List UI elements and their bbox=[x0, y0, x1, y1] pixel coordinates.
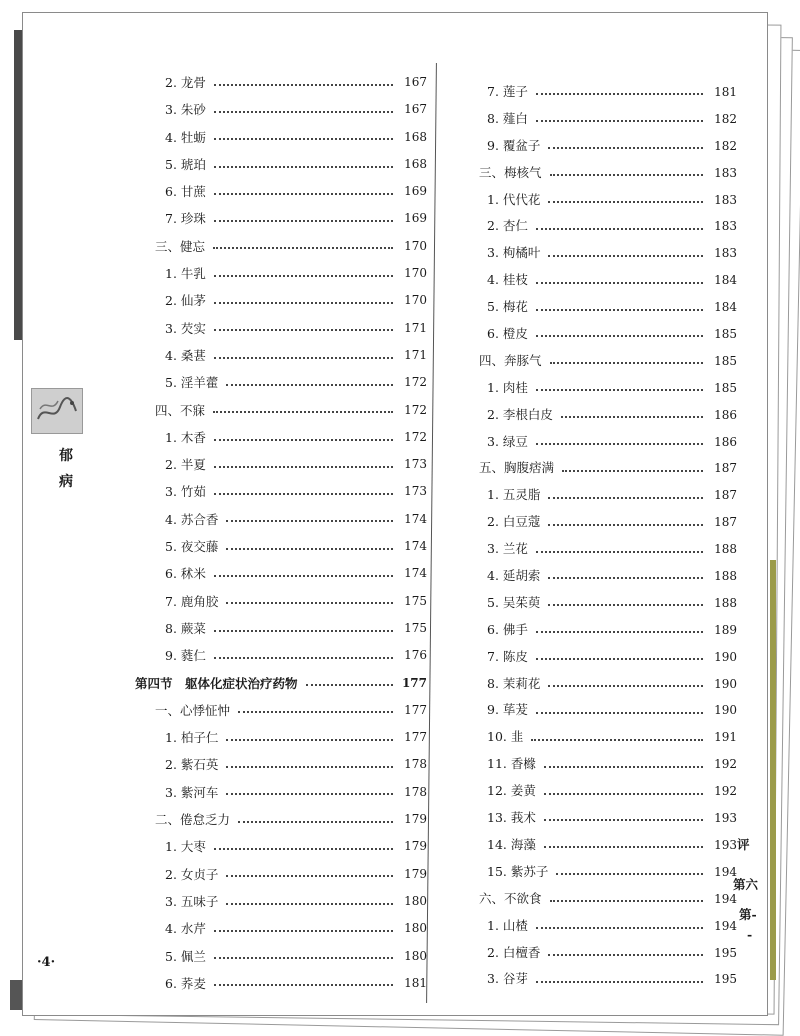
toc-entry bbox=[127, 424, 427, 451]
toc-entry-page: 177 bbox=[401, 675, 427, 690]
toc-entry-label: 4. 水芹 bbox=[165, 921, 206, 937]
toc-entry bbox=[127, 178, 427, 205]
dot-leader bbox=[536, 658, 703, 660]
toc-entry-label: 11. 香橼 bbox=[487, 756, 536, 772]
toc-entry-page: 192 bbox=[714, 784, 737, 799]
dot-leader bbox=[550, 900, 703, 902]
page-number: ·4· bbox=[37, 955, 56, 970]
dot-leader bbox=[531, 739, 703, 741]
toc-entry-page: 182 bbox=[714, 138, 737, 153]
dot-leader bbox=[214, 302, 393, 304]
dot-leader bbox=[214, 166, 393, 168]
toc-entry-label: 6. 甘蔗 bbox=[165, 184, 206, 200]
dot-leader bbox=[213, 411, 393, 413]
toc-entry-label: 一、心悸怔忡 bbox=[155, 702, 231, 718]
toc-entry bbox=[441, 267, 737, 294]
toc-entry-label: 三、梅核气 bbox=[479, 164, 542, 180]
toc-entry bbox=[441, 913, 737, 940]
dot-leader bbox=[214, 848, 393, 850]
toc-entry bbox=[441, 805, 737, 832]
toc-entry-page: 178 bbox=[404, 757, 427, 772]
toc-entry-page: 192 bbox=[714, 757, 737, 772]
toc-entry-label: 9. 荜茇 bbox=[487, 702, 528, 718]
toc-entry bbox=[127, 697, 427, 724]
dot-leader bbox=[214, 138, 393, 140]
toc-entry bbox=[441, 966, 737, 993]
toc-entry-page: 185 bbox=[714, 327, 737, 342]
toc-entry-label: 六、不欲食 bbox=[479, 890, 542, 906]
toc-entry-label: 1. 木香 bbox=[165, 429, 206, 445]
dot-leader bbox=[214, 957, 393, 959]
toc-entry-page: 170 bbox=[404, 293, 427, 308]
toc-entry-label: 7. 珍珠 bbox=[165, 211, 206, 227]
toc-entry-label: 14. 海藻 bbox=[487, 836, 536, 852]
toc-entry-label: 2. 半夏 bbox=[165, 457, 206, 473]
toc-entry-label: 四、奔豚气 bbox=[479, 352, 542, 368]
dot-leader bbox=[238, 821, 393, 823]
toc-entry-page: 174 bbox=[404, 539, 427, 554]
toc-entry-label: 5. 梅花 bbox=[487, 299, 528, 315]
toc-entry bbox=[441, 617, 737, 644]
toc-entry bbox=[127, 451, 427, 478]
dot-leader bbox=[226, 793, 393, 795]
toc-entry bbox=[127, 751, 427, 778]
toc-entry bbox=[127, 888, 427, 915]
dot-leader bbox=[226, 384, 393, 386]
toc-entry-label: 3. 竹茹 bbox=[165, 484, 206, 500]
dot-leader bbox=[536, 309, 703, 311]
toc-entry-page: 170 bbox=[404, 238, 427, 253]
toc-entry-page: 194 bbox=[714, 918, 737, 933]
toc-entry-page: 169 bbox=[404, 211, 427, 226]
toc-entry bbox=[127, 588, 427, 615]
toc-entry-label: 6. 秫米 bbox=[165, 566, 206, 582]
right-margin-text-4: - bbox=[747, 927, 753, 942]
toc-entry bbox=[441, 455, 737, 482]
toc-entry-page: 179 bbox=[404, 866, 427, 881]
toc-entry-label: 2. 女贞子 bbox=[165, 866, 219, 882]
toc-entry bbox=[441, 859, 737, 886]
toc-entry-label: 10. 韭 bbox=[487, 729, 524, 745]
toc-entry-page: 185 bbox=[714, 380, 737, 395]
toc-entry-label: 6. 佛手 bbox=[487, 621, 528, 637]
toc-entry-page: 188 bbox=[714, 542, 737, 557]
toc-entry-page: 170 bbox=[404, 266, 427, 281]
toc-entry bbox=[127, 369, 427, 396]
toc-entry-label: 1. 柏子仁 bbox=[165, 730, 219, 746]
dot-leader bbox=[536, 712, 703, 714]
toc-entry-label: 7. 鹿角胶 bbox=[165, 593, 219, 609]
toc-entry bbox=[441, 563, 737, 590]
dot-leader bbox=[214, 930, 393, 932]
toc-entry-label: 2. 李根白皮 bbox=[487, 406, 553, 422]
toc-entry bbox=[441, 240, 737, 267]
toc-entry-label: 2. 杏仁 bbox=[487, 218, 528, 234]
toc-entry bbox=[127, 943, 427, 970]
toc-entry-label: 6. 荞麦 bbox=[165, 975, 206, 991]
toc-left-column bbox=[127, 69, 427, 997]
toc-entry-label: 2. 白豆蔻 bbox=[487, 514, 541, 530]
toc-entry bbox=[127, 533, 427, 560]
dot-leader bbox=[536, 335, 703, 337]
toc-entry-page: 188 bbox=[714, 569, 737, 584]
toc-entry-label: 1. 大枣 bbox=[165, 839, 206, 855]
toc-entry bbox=[441, 644, 737, 671]
toc-entry bbox=[127, 124, 427, 151]
dot-leader bbox=[562, 470, 703, 472]
dot-leader bbox=[214, 466, 393, 468]
margin-char-bing: 病 bbox=[59, 474, 73, 490]
toc-entry bbox=[441, 509, 737, 536]
dot-leader bbox=[548, 577, 703, 579]
toc-entry-page: 173 bbox=[404, 484, 427, 499]
toc-entry-page: 190 bbox=[714, 676, 737, 691]
toc-entry bbox=[441, 832, 737, 859]
toc-entry-page: 183 bbox=[714, 192, 737, 207]
toc-entry-page: 187 bbox=[714, 515, 737, 530]
toc-entry-page: 191 bbox=[714, 730, 737, 745]
toc-entry-page: 177 bbox=[404, 702, 427, 717]
toc-entry-page: 180 bbox=[404, 893, 427, 908]
toc-entry-label: 8. 薤白 bbox=[487, 110, 528, 126]
toc-entry-label: 五、胸腹痞满 bbox=[479, 460, 555, 476]
toc-entry-page: 174 bbox=[404, 511, 427, 526]
toc-entry-page: 167 bbox=[404, 75, 427, 89]
toc-entry-page: 169 bbox=[404, 184, 427, 199]
toc-entry bbox=[441, 886, 737, 913]
toc-entry-label: 5. 淫羊藿 bbox=[165, 375, 219, 391]
toc-entry bbox=[127, 96, 427, 123]
toc-entry-page: 194 bbox=[714, 864, 737, 879]
toc-entry bbox=[441, 671, 737, 698]
toc-entry-page: 193 bbox=[714, 811, 737, 826]
toc-page bbox=[22, 12, 768, 1016]
toc-entry-label: 第四节 躯体化症状治疗药物 bbox=[135, 675, 298, 691]
toc-entry-label: 8. 茉莉花 bbox=[487, 675, 541, 691]
toc-entry bbox=[441, 778, 737, 805]
dot-leader bbox=[550, 362, 703, 364]
toc-entry-label: 12. 姜黄 bbox=[487, 783, 536, 799]
toc-entry bbox=[441, 751, 737, 778]
toc-entry-label: 9. 蕤仁 bbox=[165, 648, 206, 664]
dot-leader bbox=[226, 520, 393, 522]
toc-entry-label: 4. 桑葚 bbox=[165, 347, 206, 363]
dot-leader bbox=[214, 575, 393, 577]
toc-entry bbox=[127, 151, 427, 178]
toc-entry-label: 7. 陈皮 bbox=[487, 648, 528, 664]
dot-leader bbox=[536, 282, 703, 284]
toc-entry-page: 190 bbox=[714, 649, 737, 664]
toc-entry-page: 181 bbox=[714, 85, 737, 99]
toc-entry bbox=[441, 402, 737, 429]
dot-leader bbox=[548, 524, 703, 526]
toc-entry-label: 3. 枸橘叶 bbox=[487, 245, 541, 261]
toc-entry-label: 四、不寐 bbox=[155, 402, 206, 418]
toc-entry bbox=[441, 375, 737, 402]
dot-leader bbox=[226, 903, 393, 905]
toc-entry-label: 2. 紫石英 bbox=[165, 757, 219, 773]
toc-entry-label: 1. 五灵脂 bbox=[487, 487, 541, 503]
toc-entry-label: 1. 牛乳 bbox=[165, 266, 206, 282]
dot-leader bbox=[214, 657, 393, 659]
toc-entry-label: 3. 五味子 bbox=[165, 893, 219, 909]
toc-entry-label: 3. 兰花 bbox=[487, 541, 528, 557]
dot-leader bbox=[214, 193, 393, 195]
dot-leader bbox=[548, 954, 703, 956]
toc-entry bbox=[441, 724, 737, 751]
toc-entry-page: 171 bbox=[404, 320, 427, 335]
toc-entry-label: 6. 橙皮 bbox=[487, 326, 528, 342]
dot-leader bbox=[548, 604, 703, 606]
toc-entry-page: 190 bbox=[714, 703, 737, 718]
toc-entry bbox=[441, 348, 737, 375]
page-edge-stripe bbox=[770, 560, 776, 980]
toc-entry-page: 184 bbox=[714, 273, 737, 288]
dot-leader bbox=[556, 873, 703, 875]
toc-entry-page: 187 bbox=[714, 461, 737, 476]
toc-entry-page: 172 bbox=[404, 402, 427, 417]
toc-entry-page: 195 bbox=[714, 945, 737, 960]
dot-leader bbox=[214, 357, 393, 359]
dot-leader bbox=[548, 147, 703, 149]
dot-leader bbox=[214, 275, 393, 277]
dot-leader bbox=[214, 84, 393, 86]
toc-entry bbox=[127, 397, 427, 424]
dot-leader bbox=[536, 93, 703, 95]
toc-entry bbox=[127, 806, 427, 833]
dot-leader bbox=[544, 846, 703, 848]
dot-leader bbox=[226, 875, 393, 877]
toc-entry bbox=[127, 833, 427, 860]
toc-entry-label: 8. 蕨菜 bbox=[165, 620, 206, 636]
dot-leader bbox=[544, 766, 703, 768]
toc-entry bbox=[441, 294, 737, 321]
toc-entry bbox=[127, 260, 427, 287]
toc-entry-page: 189 bbox=[714, 622, 737, 637]
dot-leader bbox=[548, 685, 703, 687]
toc-entry-page: 182 bbox=[714, 111, 737, 126]
dot-leader bbox=[214, 984, 393, 986]
dot-leader bbox=[214, 111, 393, 113]
toc-entry-page: 177 bbox=[404, 730, 427, 745]
toc-entry-label: 3. 朱砂 bbox=[165, 102, 206, 118]
toc-entry-page: 194 bbox=[714, 891, 737, 906]
dot-leader bbox=[550, 174, 703, 176]
toc-entry bbox=[127, 506, 427, 533]
toc-entry-label: 15. 紫苏子 bbox=[487, 863, 549, 879]
toc-entry bbox=[127, 915, 427, 942]
margin-char-yu: 郁 bbox=[59, 448, 73, 464]
dot-leader bbox=[226, 548, 393, 550]
toc-entry-page: 167 bbox=[404, 102, 427, 117]
right-margin-text-1: 评 bbox=[737, 837, 750, 852]
toc-entry-page: 174 bbox=[404, 566, 427, 581]
toc-entry-label: 5. 吴茱萸 bbox=[487, 594, 541, 610]
toc-entry-page: 186 bbox=[714, 407, 737, 422]
dot-leader bbox=[226, 766, 393, 768]
dot-leader bbox=[536, 443, 703, 445]
toc-entry bbox=[441, 482, 737, 509]
dot-leader bbox=[213, 247, 393, 249]
toc-entry-label: 2. 仙茅 bbox=[165, 293, 206, 309]
dot-leader bbox=[306, 684, 393, 686]
toc-entry-page: 188 bbox=[714, 595, 737, 610]
dot-leader bbox=[548, 497, 703, 499]
dot-leader bbox=[226, 739, 393, 741]
toc-entry bbox=[127, 233, 427, 260]
toc-entry bbox=[127, 861, 427, 888]
right-margin-text-3: 第- bbox=[739, 907, 757, 922]
toc-entry bbox=[441, 213, 737, 240]
dot-leader bbox=[548, 255, 703, 257]
dot-leader bbox=[214, 630, 393, 632]
dot-leader bbox=[544, 793, 703, 795]
toc-entry-label: 5. 琥珀 bbox=[165, 156, 206, 172]
toc-entry bbox=[441, 187, 737, 214]
toc-entry bbox=[127, 779, 427, 806]
toc-entry-label: 9. 覆盆子 bbox=[487, 137, 541, 153]
dragon-emblem-icon bbox=[32, 389, 82, 433]
toc-entry bbox=[441, 321, 737, 348]
dot-leader bbox=[226, 602, 393, 604]
toc-entry bbox=[441, 536, 737, 563]
toc-entry-page: 172 bbox=[404, 375, 427, 390]
toc-entry-page: 171 bbox=[404, 347, 427, 362]
toc-entry-label: 3. 紫河车 bbox=[165, 784, 219, 800]
toc-entry bbox=[441, 79, 737, 106]
toc-entry-label: 13. 莪术 bbox=[487, 810, 536, 826]
toc-entry-page: 175 bbox=[404, 593, 427, 608]
toc-entry bbox=[127, 342, 427, 369]
toc-entry-label: 3. 芡实 bbox=[165, 320, 206, 336]
toc-entry-page: 168 bbox=[404, 129, 427, 144]
toc-entry bbox=[441, 106, 737, 133]
toc-entry-page: 181 bbox=[404, 975, 427, 990]
toc-entry bbox=[127, 970, 427, 997]
toc-entry-page: 183 bbox=[714, 246, 737, 261]
toc-entry-page: 193 bbox=[714, 837, 737, 852]
dot-leader bbox=[536, 631, 703, 633]
toc-entry-page: 180 bbox=[404, 921, 427, 936]
toc-entry bbox=[127, 615, 427, 642]
toc-entry-label: 2. 龙骨 bbox=[165, 75, 206, 90]
dot-leader bbox=[536, 981, 703, 983]
toc-entry-page: 172 bbox=[404, 429, 427, 444]
dot-leader bbox=[548, 201, 703, 203]
dot-leader bbox=[536, 389, 703, 391]
column-divider bbox=[426, 63, 437, 1003]
toc-entry bbox=[441, 697, 737, 724]
toc-entry bbox=[127, 560, 427, 587]
toc-entry bbox=[127, 315, 427, 342]
toc-entry bbox=[441, 133, 737, 160]
toc-entry-label: 4. 延胡索 bbox=[487, 568, 541, 584]
toc-entry-page: 195 bbox=[714, 972, 737, 987]
toc-entry-label: 5. 夜交藤 bbox=[165, 539, 219, 555]
dot-leader bbox=[214, 220, 393, 222]
toc-entry-page: 184 bbox=[714, 300, 737, 315]
toc-entry-page: 178 bbox=[404, 784, 427, 799]
toc-entry-page: 180 bbox=[404, 948, 427, 963]
dot-leader bbox=[536, 551, 703, 553]
toc-entry-page: 186 bbox=[714, 434, 737, 449]
dot-leader bbox=[214, 329, 393, 331]
dot-leader bbox=[536, 120, 703, 122]
toc-entry-label: 1. 山楂 bbox=[487, 917, 528, 933]
dot-leader bbox=[214, 493, 393, 495]
toc-entry bbox=[441, 590, 737, 617]
dot-leader bbox=[544, 819, 703, 821]
toc-entry-label: 三、健忘 bbox=[155, 238, 206, 254]
toc-entry bbox=[441, 160, 737, 187]
toc-entry-page: 185 bbox=[714, 353, 737, 368]
toc-entry-label: 3. 谷芽 bbox=[487, 971, 528, 987]
toc-entry-page: 183 bbox=[714, 165, 737, 180]
dot-leader bbox=[536, 927, 703, 929]
dragon-emblem-image bbox=[31, 388, 83, 434]
right-margin-text-2: 第六 bbox=[733, 877, 759, 892]
toc-entry-label: 2. 白檀香 bbox=[487, 944, 541, 960]
toc-entry bbox=[127, 287, 427, 314]
toc-entry bbox=[127, 69, 427, 96]
toc-entry-label: 1. 肉桂 bbox=[487, 379, 528, 395]
toc-entry bbox=[127, 478, 427, 505]
toc-entry bbox=[127, 670, 427, 697]
toc-entry-label: 5. 佩兰 bbox=[165, 948, 206, 964]
toc-entry-page: 175 bbox=[404, 620, 427, 635]
toc-entry-label: 7. 莲子 bbox=[487, 84, 528, 99]
toc-entry bbox=[127, 642, 427, 669]
dot-leader bbox=[536, 228, 703, 230]
toc-entry-label: 4. 苏合香 bbox=[165, 511, 219, 527]
dot-leader bbox=[238, 711, 393, 713]
toc-entry-page: 187 bbox=[714, 488, 737, 503]
toc-entry-label: 4. 桂枝 bbox=[487, 272, 528, 288]
toc-entry-page: 168 bbox=[404, 156, 427, 171]
dot-leader bbox=[214, 439, 393, 441]
toc-entry-page: 183 bbox=[714, 219, 737, 234]
toc-entry-label: 1. 代代花 bbox=[487, 191, 541, 207]
toc-entry bbox=[441, 940, 737, 967]
toc-entry-page: 173 bbox=[404, 457, 427, 472]
toc-entry-label: 4. 牡蛎 bbox=[165, 129, 206, 145]
toc-entry bbox=[127, 205, 427, 232]
toc-right-column bbox=[441, 79, 737, 993]
toc-entry-page: 179 bbox=[404, 812, 427, 827]
toc-entry-label: 二、倦怠乏力 bbox=[155, 812, 231, 828]
toc-entry-label: 3. 绿豆 bbox=[487, 433, 528, 449]
toc-entry bbox=[127, 724, 427, 751]
dot-leader bbox=[561, 416, 703, 418]
toc-entry bbox=[441, 429, 737, 456]
toc-entry-page: 179 bbox=[404, 839, 427, 854]
toc-entry-page: 176 bbox=[404, 648, 427, 663]
